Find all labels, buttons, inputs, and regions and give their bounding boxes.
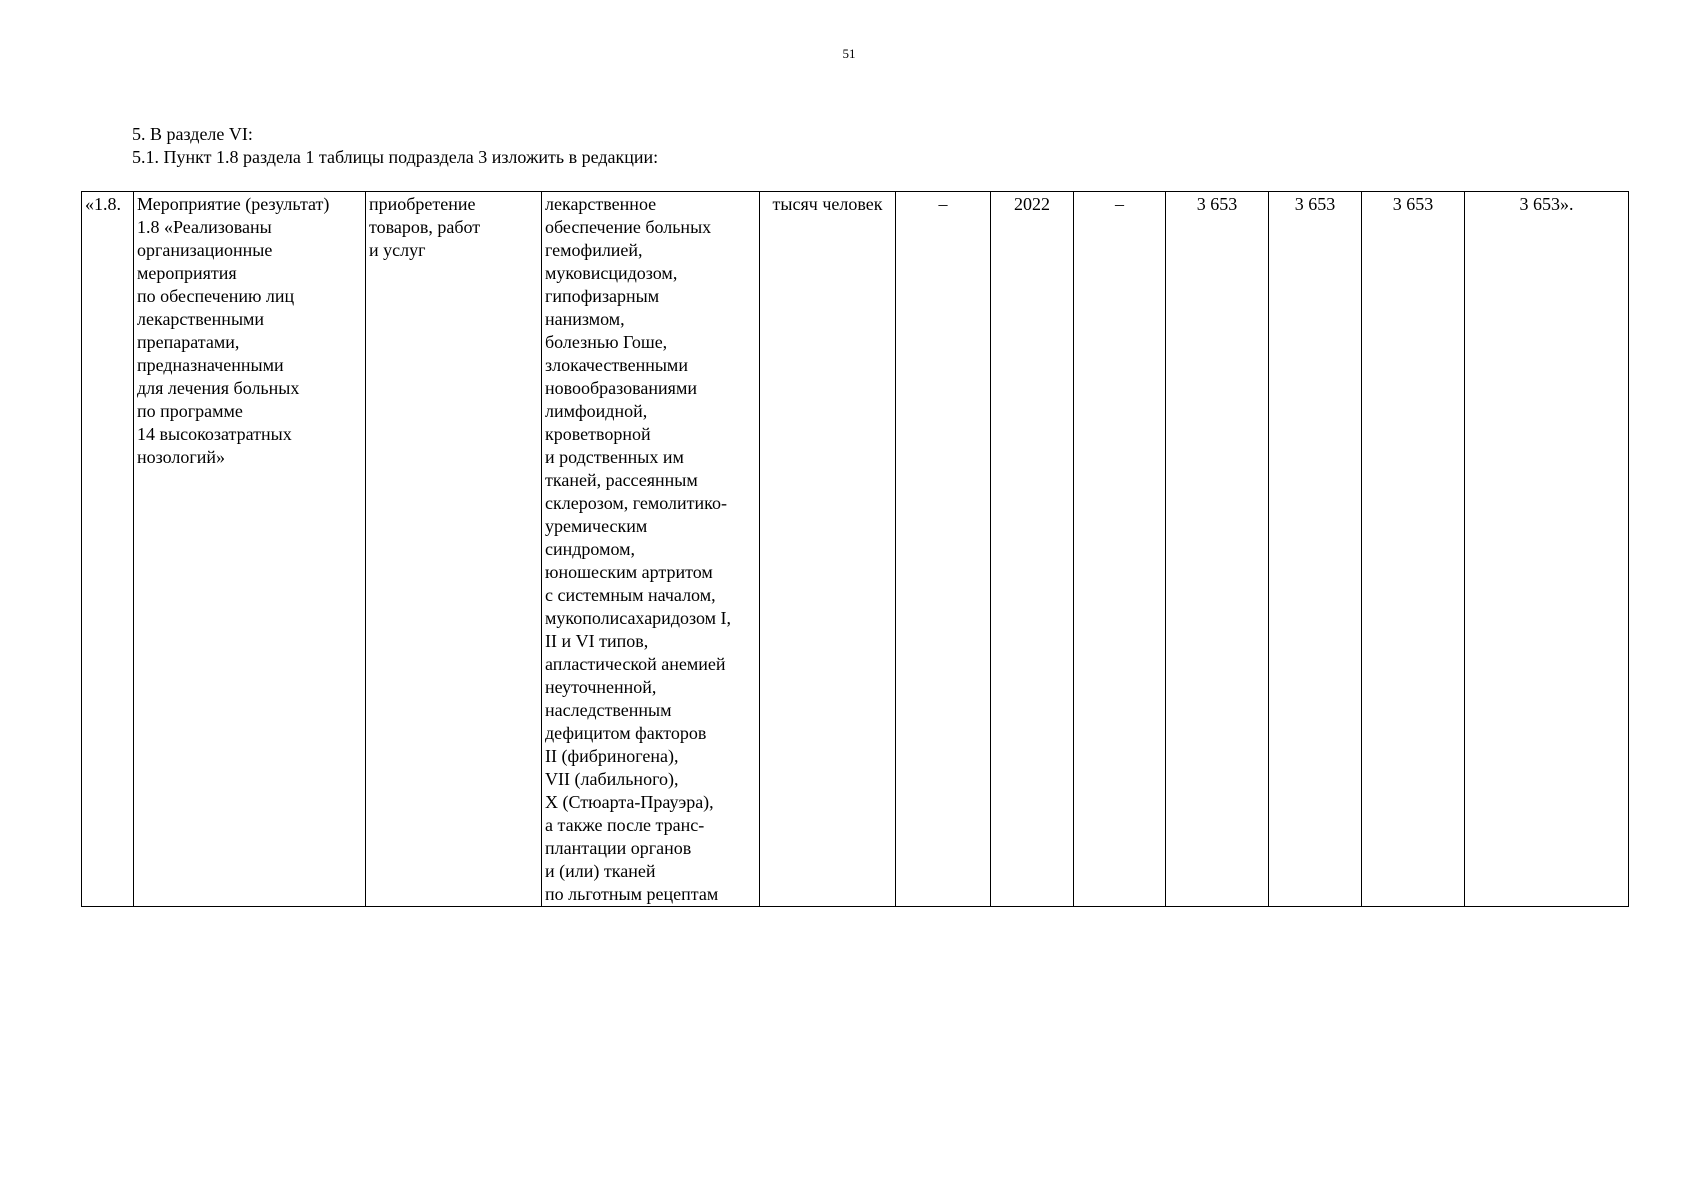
description-line: болезнью Гоше, [545,332,668,352]
description-line: наследственным [545,700,672,720]
type-line: товаров, работ [369,217,481,237]
intro-line-2: 5.1. Пункт 1.8 раздела 1 таблицы подраздела 3 изложить в редакции: [132,147,659,167]
description-line: с системным началом, [545,585,716,605]
description-line: гемофилией, [545,240,643,260]
event-line: 1.8 «Реализованы [137,217,272,237]
table-row [82,192,1629,907]
cell-value-3: 3 653 [1362,192,1465,907]
description-line: новообразованиями [545,378,697,398]
event-line: лекарственными [137,309,265,329]
description-line: VII (лабильного), [545,769,679,789]
description-line: злокачественными [545,355,688,375]
description-line: а также после транс- [545,815,705,835]
description-line: апластической анемией [545,654,726,674]
event-line: 14 высокозатратных [137,424,292,444]
cell-unit: тысяч человек [760,192,896,907]
description-line: и родственных им [545,447,684,467]
description-line: муковисцидозом, [545,263,678,283]
description-line: дефицитом факторов [545,723,707,743]
event-line: нозологий» [137,447,226,467]
cell-year: 2022 [991,192,1074,907]
description-line: II (фибриногена), [545,746,679,766]
type-line: и услуг [369,240,426,260]
event-line: препаратами, [137,332,240,352]
document-table [81,191,1629,907]
description-line: юношеским артритом [545,562,713,582]
cell-description [542,192,760,907]
intro-text [132,123,658,169]
type-line: приобретение [369,194,476,214]
description-line: II и VI типов, [545,631,649,651]
description-line: синдромом, [545,539,636,559]
event-line: по программе [137,401,243,421]
event-line: по обеспечению лиц [137,286,295,306]
description-line: лимфоидной, [545,401,648,421]
intro-line-1: 5. В разделе VI: [132,124,253,144]
description-line: уремическим [545,516,648,536]
event-line: мероприятия [137,263,237,283]
page-number: 51 [842,46,856,61]
description-line: нанизмом, [545,309,625,329]
description-line: кроветворной [545,424,651,444]
event-line: организационные [137,240,273,260]
description-line: гипофизарным [545,286,660,306]
cell-number: «1.8. [82,192,134,907]
description-line: неуточненной, [545,677,657,697]
cell-value-4: 3 653». [1465,192,1629,907]
cell-value-2: 3 653 [1269,192,1362,907]
cell-dash-2: – [1074,192,1166,907]
cell-dash-1: – [896,192,991,907]
description-line: тканей, рассеянным [545,470,698,490]
description-line: склерозом, гемолитико- [545,493,727,513]
description-line: лекарственное [545,194,657,214]
description-line: плантации органов [545,838,692,858]
event-line: для лечения больных [137,378,300,398]
description-line: обеспечение больных [545,217,712,237]
description-line: X (Стюарта-Прауэра), [545,792,714,812]
cell-type [366,192,542,907]
cell-value-1: 3 653 [1166,192,1269,907]
event-line: Мероприятие (результат) [137,194,330,214]
description-line: и (или) тканей [545,861,656,881]
cell-event [134,192,366,907]
description-line: мукополисахаридозом I, [545,608,732,628]
event-line: предназначенными [137,355,284,375]
description-line: по льготным рецептам [545,884,719,904]
